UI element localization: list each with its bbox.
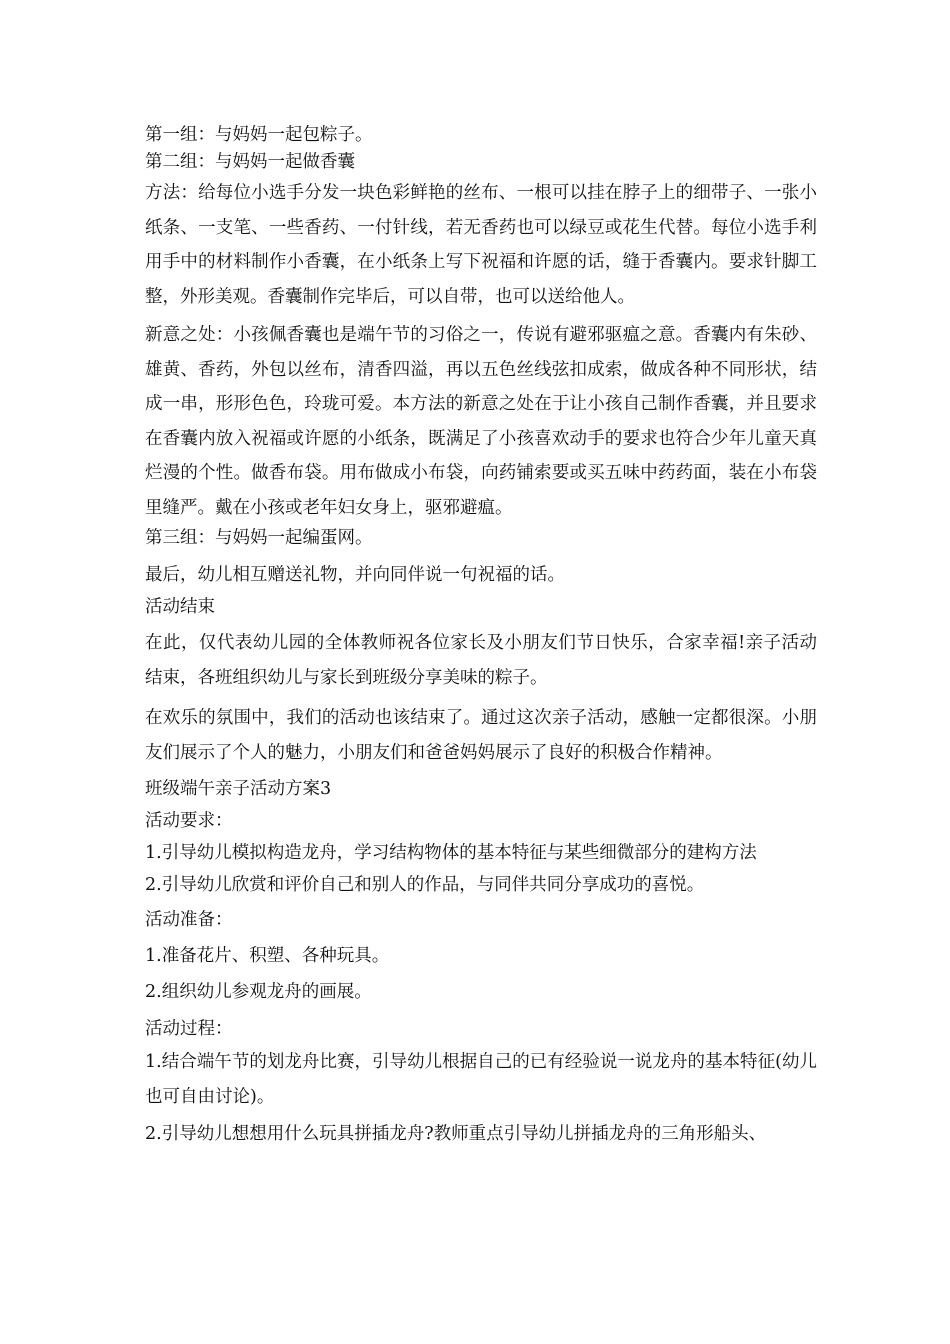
requirement-item-1: 1.引导幼儿模拟构造龙舟，学习结构物体的基本特征与某些细微部分的建构方法 [145,843,757,863]
document-body [145,122,817,1147]
greeting-paragraph: 在此，仅代表幼儿园的全体教师祝各位家长及小朋友们节日快乐，合家幸福!亲子活动结束，各班组织幼儿与家长到班级分享美味的粽子。 [145,633,817,688]
novelty-paragraph: 新意之处：小孩佩香囊也是端午节的习俗之一，传说有避邪驱瘟之意。香囊内有朱砂、雄黄、香药，外包以丝布，清香四溢，再以五色丝线弦扣成索，做成各种不同形状，结成一串，形形色色，玲珑可爱。本方法的新意之处在于让小孩自己制作香囊，并且要求在香囊内放入祝福或许愿的小纸条，既满足了小孩喜欢动手的要求也符合少年儿童天真烂漫的个性。做香布袋。用布做成小布袋，向药铺索要或买五味中药药面，装在小布袋里缝严。戴在小孩或老年妇女身上，驱邪避瘟。 [145,325,817,518]
method-paragraph: 方法：给每位小选手分发一块色彩鲜艳的丝布、一根可以挂在脖子上的细带子、一张小纸条、一支笔、一些香药、一付针线，若无香药也可以绿豆或花生代替。每位小选手利用手中的材料制作小香囊，在小纸条上写下祝福和许愿的话，缝于香囊内。要求针脚工整，外形美观。香囊制作完毕后，可以自带，也可以送给他人。 [145,183,817,307]
process-item-1: 1.结合端午节的划龙舟比赛，引导幼儿根据自己的已有经验说一说龙舟的基本特征(幼儿也可自由讨论)。 [145,1052,817,1107]
plan-three-title: 班级端午亲子活动方案3 [145,779,332,799]
section-heading-activity-end: 活动结束 [145,597,215,617]
heading-process: 活动过程： [145,1019,233,1039]
requirement-item-2: 2.引导幼儿欣赏和评价自己和别人的作品，与同伴共同分享成功的喜悦。 [145,875,705,895]
group-two-line: 第二组：与妈妈一起做香囊 [145,152,355,172]
process-item-2: 2.引导幼儿想想用什么玩具拼插龙舟?教师重点引导幼儿拼插龙舟的三角形船头、 [145,1124,767,1144]
group-one-line: 第一组：与妈妈一起包粽子。 [145,125,373,145]
preparation-item-2: 2.组织幼儿参观龙舟的画展。 [145,982,372,1002]
summary-paragraph: 在欢乐的氛围中，我们的活动也该结束了。通过这次亲子活动，感触一定都很深。小朋友们展示了个人的魅力，小朋友们和爸爸妈妈展示了良好的积极合作精神。 [145,708,817,763]
preparation-item-1: 1.准备花片、积塑、各种玩具。 [145,946,390,966]
closing-gift-line: 最后，幼儿相互赠送礼物，并向同伴说一句祝福的话。 [145,565,565,585]
group-three-line: 第三组：与妈妈一起编蛋网。 [145,528,373,548]
heading-preparation: 活动准备： [145,910,233,930]
heading-requirements: 活动要求： [145,811,233,831]
